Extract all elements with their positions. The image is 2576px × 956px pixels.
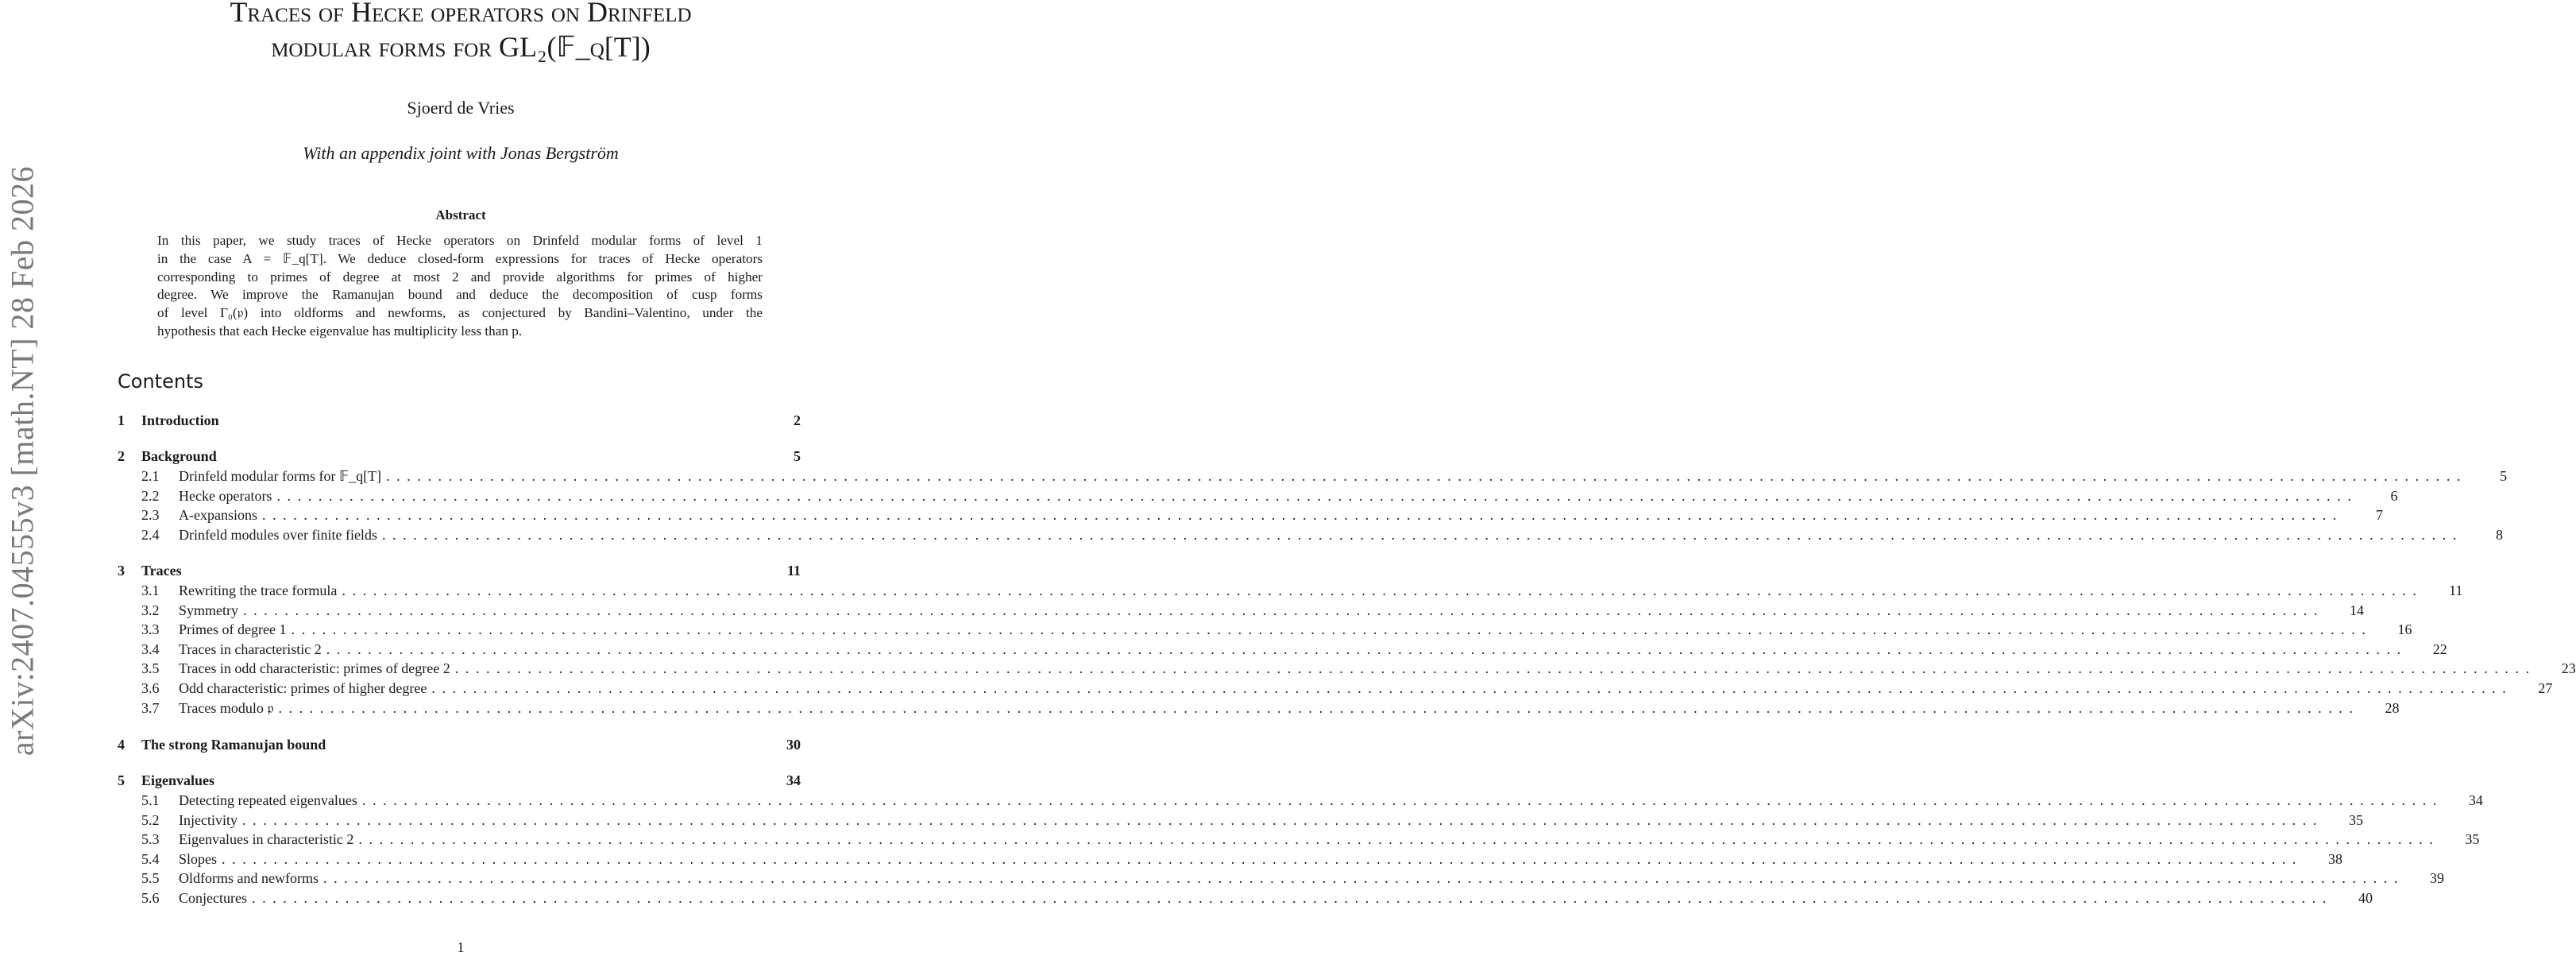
contents-heading: Contents <box>118 370 203 393</box>
paper-title-line-1: Traces of Hecke operators on Drinfeld <box>230 0 692 28</box>
toc-subsection-2.4[interactable] <box>141 526 2503 546</box>
toc-subsection-number: 3.4 <box>141 641 160 657</box>
toc-subsection-page: 22 <box>2432 641 2447 657</box>
toc-section-label: Introduction <box>141 412 219 428</box>
toc-subsection-page: 35 <box>2465 831 2480 848</box>
toc-subsection-2.2[interactable] <box>141 487 2398 507</box>
abstract-line: hypothesis that each Hecke eigenvalue has multiplicity less than p. <box>157 323 523 339</box>
toc-section-label: Eigenvalues <box>141 772 215 788</box>
toc-subsection-label: Oldforms and newforms <box>179 870 319 887</box>
toc-subsection-3.6[interactable] <box>141 680 2553 699</box>
toc-subsection-label: Detecting repeated eigenvalues <box>179 792 357 808</box>
toc-subsection-number: 2.3 <box>141 507 160 524</box>
toc-subsection-number: 2.2 <box>141 487 160 504</box>
toc-subsection-3.5[interactable] <box>141 660 2576 679</box>
author: Sjoerd de Vries <box>407 98 515 118</box>
toc-subsection-page: 39 <box>2429 870 2444 887</box>
toc-subsection-label: Symmetry <box>179 602 238 618</box>
toc-section-page: 2 <box>794 412 801 428</box>
toc-leader-dots: ........................................................................................................................................................................................................ <box>243 602 2324 618</box>
abstract-line: of level Γ₀(𝔭) into oldforms and newforms, as conjectured by Bandini–Valentino, under the <box>157 305 763 321</box>
toc-subsection-number: 3.5 <box>141 660 160 677</box>
toc-subsection-page: 11 <box>2449 583 2463 598</box>
toc-leader-dots: ........................................................................................................................................................................................................ <box>358 831 2440 848</box>
toc-subsection-label: Primes of degree 1 <box>179 621 287 638</box>
toc-subsection-2.1[interactable] <box>141 468 2508 487</box>
toc-subsection-label: Eigenvalues in characteristic 2 <box>179 831 354 848</box>
toc-subsection-3.2[interactable] <box>141 602 2364 621</box>
toc-subsection-page: 40 <box>2358 890 2373 906</box>
paper-title-line-2: modular forms for GL₂(𝔽_q[T]) <box>271 31 651 63</box>
toc-leader-dots: ........................................................................................................................................................................................................ <box>251 890 2333 906</box>
toc-section-label: Traces <box>141 563 182 579</box>
toc-leader-dots: ........................................................................................................................................................................................................ <box>278 699 2360 716</box>
toc-subsection-page: 38 <box>2328 850 2343 867</box>
toc-subsection-page: 27 <box>2538 680 2553 696</box>
toc-section-number: 5 <box>118 772 125 788</box>
toc-subsection-number: 3.1 <box>141 583 160 598</box>
toc-section-4[interactable] <box>118 737 802 756</box>
arxiv-identifier: arXiv:2407.04555v3 [math.NT] 28 Feb 2026 <box>4 165 41 757</box>
toc-subsection-label: Traces in odd characteristic: primes of degree 2 <box>179 660 450 677</box>
toc-subsection-page: 5 <box>2500 468 2508 484</box>
toc-section-page: 30 <box>786 737 801 753</box>
toc-subsection-label: Conjectures <box>179 890 247 906</box>
abstract-body <box>157 232 763 341</box>
toc-subsection-label: Drinfeld modules over finite fields <box>179 526 377 543</box>
toc-section-1[interactable] <box>118 412 802 432</box>
toc-subsection-number: 5.3 <box>141 831 160 848</box>
toc-leader-dots: ........................................................................................................................................................................................................ <box>276 487 2358 504</box>
toc-subsection-page: 6 <box>2390 487 2398 504</box>
toc-subsection-2.3[interactable] <box>141 507 2383 526</box>
toc-subsection-label: Traces modulo 𝔭 <box>179 699 274 716</box>
toc-subsection-5.2[interactable] <box>141 811 2363 831</box>
abstract-line: degree. We improve the Ramanujan bound and deduce the decomposition of cusp forms <box>157 287 763 303</box>
toc-section-page: 34 <box>786 772 801 788</box>
toc-subsection-3.7[interactable] <box>141 699 2400 719</box>
toc-subsection-page: 34 <box>2468 792 2483 808</box>
toc-subsection-page: 28 <box>2385 699 2400 716</box>
toc-subsection-number: 3.2 <box>141 602 160 618</box>
toc-section-label: The strong Ramanujan bound <box>141 737 326 753</box>
toc-leader-dots: ........................................................................................................................................................................................................ <box>386 468 2468 484</box>
toc-section-number: 4 <box>118 737 125 753</box>
toc-subsection-number: 3.7 <box>141 699 160 716</box>
toc-section-number: 1 <box>118 412 125 428</box>
toc-subsection-number: 5.4 <box>141 850 160 867</box>
toc-section-number: 3 <box>118 563 125 579</box>
toc-leader-dots: ........................................................................................................................................................................................................ <box>326 641 2408 657</box>
abstract-line: in the case A = 𝔽_q[T]. We deduce closed-form expressions for traces of Hecke operators <box>157 250 763 266</box>
arxiv-stamp <box>0 0 48 954</box>
toc-subsection-label: Slopes <box>179 850 218 867</box>
toc-leader-dots: ........................................................................................................................................................................................................ <box>241 811 2323 828</box>
toc-subsection-number: 5.5 <box>141 870 160 887</box>
toc-subsection-5.5[interactable] <box>141 870 2444 889</box>
toc-subsection-number: 5.6 <box>141 890 160 906</box>
toc-subsection-3.1[interactable] <box>141 583 2463 602</box>
toc-subsection-3.4[interactable] <box>141 641 2447 660</box>
toc-subsection-label: Drinfeld modular forms for 𝔽_q[T] <box>179 468 382 484</box>
toc-subsection-number: 5.2 <box>141 811 160 828</box>
toc-subsection-3.3[interactable] <box>141 621 2412 641</box>
toc-subsection-number: 3.3 <box>141 621 160 638</box>
toc-leader-dots: ........................................................................................................................................................................................................ <box>381 526 2463 543</box>
toc-section-page: 11 <box>786 563 801 579</box>
toc-subsection-page: 14 <box>2350 602 2364 618</box>
page-number: 1 <box>457 939 465 955</box>
toc-subsection-label: Traces in characteristic 2 <box>179 641 322 657</box>
toc-subsection-5.4[interactable] <box>141 850 2343 870</box>
toc-subsection-5.6[interactable] <box>141 890 2373 909</box>
toc-subsection-5.1[interactable] <box>141 792 2483 811</box>
toc-subsection-page: 8 <box>2495 526 2503 543</box>
toc-subsection-label: Hecke operators <box>179 487 272 504</box>
toc-section-2[interactable] <box>118 448 802 467</box>
toc-section-3[interactable] <box>118 563 802 582</box>
toc-leader-dots: ........................................................................................................................................................................................................ <box>261 507 2343 524</box>
toc-leader-dots: ........................................................................................................................................................................................................ <box>361 792 2443 808</box>
abstract-line: In this paper, we study traces of Hecke operators on Drinfeld modular forms of level 1 <box>157 233 763 248</box>
toc-subsection-page: 16 <box>2397 621 2412 638</box>
appendix-note: With an appendix joint with Jonas Bergström <box>303 143 619 163</box>
toc-subsection-page: 35 <box>2348 811 2363 828</box>
toc-subsection-5.3[interactable] <box>141 831 2480 850</box>
toc-subsection-label: A-expansions <box>179 507 257 524</box>
toc-subsection-number: 2.4 <box>141 526 160 543</box>
toc-subsection-number: 3.6 <box>141 680 160 696</box>
toc-section-number: 2 <box>118 448 125 464</box>
toc-leader-dots: ........................................................................................................................................................................................................ <box>431 680 2513 696</box>
toc-subsection-label: Rewriting the trace formula <box>179 583 338 598</box>
toc-leader-dots: ........................................................................................................................................................................................................ <box>342 583 2423 598</box>
toc-subsection-page: 23 <box>2561 660 2576 677</box>
toc-subsection-number: 5.1 <box>141 792 160 808</box>
toc-leader-dots: ........................................................................................................................................................................................................ <box>222 850 2304 867</box>
toc-section-label: Background <box>141 448 217 464</box>
toc-subsection-label: Injectivity <box>179 811 238 828</box>
toc-leader-dots: ........................................................................................................................................................................................................ <box>322 870 2404 887</box>
toc-leader-dots: ........................................................................................................................................................................................................ <box>291 621 2373 638</box>
toc-section-page: 5 <box>794 448 801 464</box>
abstract-heading: Abstract <box>435 207 486 223</box>
toc-subsection-number: 2.1 <box>141 468 160 484</box>
toc-section-5[interactable] <box>118 772 802 792</box>
toc-subsection-label: Odd characteristic: primes of higher degree <box>179 680 427 696</box>
abstract-line: corresponding to primes of degree at most 2 and provide algorithms for primes of higher <box>157 269 763 284</box>
toc-subsection-page: 7 <box>2375 507 2383 524</box>
toc-leader-dots: ........................................................................................................................................................................................................ <box>454 660 2536 677</box>
